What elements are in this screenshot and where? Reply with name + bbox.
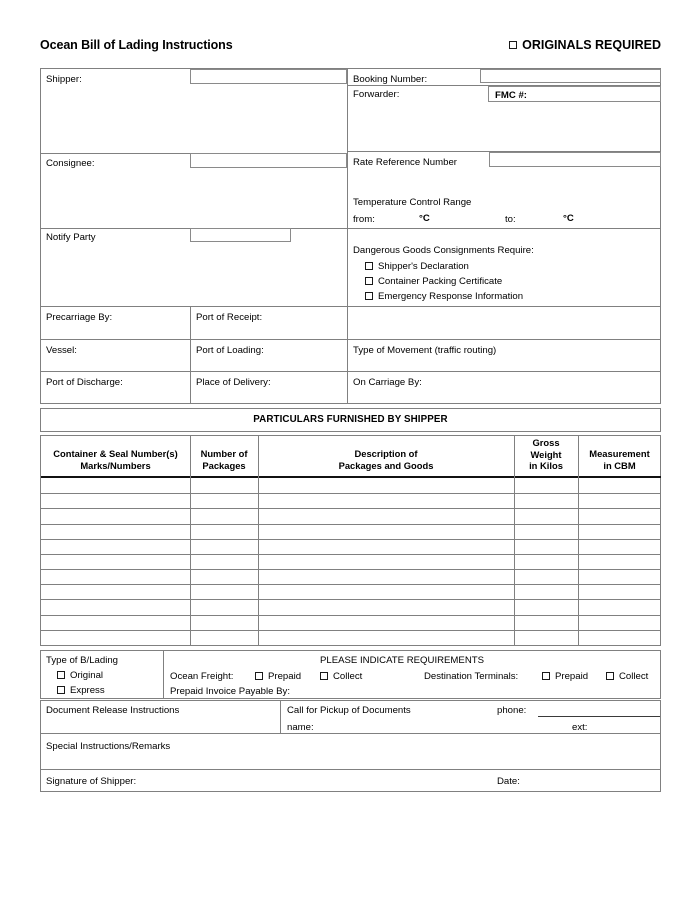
blading-option-original[interactable] bbox=[57, 670, 103, 681]
requirements-heading: PLEASE INDICATE REQUIREMENTS bbox=[320, 655, 485, 666]
option-label: Shipper's Declaration bbox=[378, 261, 469, 272]
table-row[interactable] bbox=[41, 584, 661, 599]
checkbox-express-icon[interactable] bbox=[57, 686, 65, 694]
column-header-gross-weight: Gross Weight in Kilos bbox=[529, 437, 563, 471]
page-title: Ocean Bill of Lading Instructions bbox=[40, 38, 233, 52]
checkbox-shippers-declaration-icon[interactable] bbox=[365, 262, 373, 270]
forwarder-label: Forwarder: bbox=[353, 89, 400, 100]
dangerous-goods-option-1[interactable] bbox=[365, 276, 502, 287]
name-label: name: bbox=[287, 722, 314, 733]
routing-divider-col-1 bbox=[190, 306, 191, 404]
shipper-input[interactable] bbox=[190, 69, 347, 84]
place-of-delivery-label: Place of Delivery: bbox=[196, 377, 271, 388]
table-row[interactable] bbox=[41, 539, 661, 554]
date-label: Date: bbox=[497, 776, 520, 787]
rate-reference-label: Rate Reference Number bbox=[353, 157, 457, 168]
temperature-dangerous-divider bbox=[347, 228, 661, 229]
port-of-receipt-label: Port of Receipt: bbox=[196, 312, 263, 323]
originals-required-label: ORIGINALS REQUIRED bbox=[522, 38, 661, 52]
ocean-freight-label: Ocean Freight: bbox=[170, 671, 234, 682]
special-instructions-label: Special Instructions/Remarks bbox=[46, 741, 171, 752]
type-of-movement-label: Type of Movement (traffic routing) bbox=[353, 345, 497, 356]
destination-terminals-collect[interactable] bbox=[606, 671, 648, 682]
option-label: Express bbox=[70, 685, 105, 696]
ocean-freight-collect[interactable] bbox=[320, 671, 362, 682]
particulars-banner: PARTICULARS FURNISHED BY SHIPPER bbox=[253, 414, 448, 425]
column-header-number-of-packages: Number of Packages bbox=[200, 448, 248, 471]
temp-from-label: from: bbox=[353, 214, 375, 225]
destination-terminals-prepaid[interactable] bbox=[542, 671, 588, 682]
table-row[interactable] bbox=[41, 493, 661, 508]
option-label: Collect bbox=[333, 671, 363, 682]
option-label: Collect bbox=[619, 671, 649, 682]
option-label: Prepaid bbox=[555, 671, 589, 682]
booking-number-input[interactable] bbox=[480, 69, 661, 83]
table-row[interactable] bbox=[41, 508, 661, 523]
option-label: Original bbox=[70, 670, 104, 681]
fmc-number-label: FMC #: bbox=[495, 90, 527, 101]
release-divider-2 bbox=[41, 769, 661, 770]
routing-divider-col-2 bbox=[347, 339, 348, 404]
call-for-pickup-label: Call for Pickup of Documents bbox=[287, 705, 411, 716]
table-row[interactable] bbox=[41, 554, 661, 569]
ocean-freight-prepaid[interactable] bbox=[255, 671, 301, 682]
temperature-control-label: Temperature Control Range bbox=[353, 197, 472, 208]
rate-reference-input[interactable] bbox=[489, 152, 661, 167]
checkbox-destination-collect-icon[interactable] bbox=[606, 672, 614, 680]
signature-of-shipper-label: Signature of Shipper: bbox=[46, 776, 137, 787]
release-divider-1 bbox=[41, 733, 661, 734]
port-of-discharge-label: Port of Discharge: bbox=[46, 377, 123, 388]
checkbox-destination-prepaid-icon[interactable] bbox=[542, 672, 550, 680]
checkbox-emergency-response-information-icon[interactable] bbox=[365, 292, 373, 300]
table-row[interactable] bbox=[41, 630, 661, 645]
notify-party-label: Notify Party bbox=[46, 232, 96, 243]
prepaid-invoice-label: Prepaid Invoice Payable By: bbox=[170, 686, 290, 697]
vessel-label: Vessel: bbox=[46, 345, 77, 356]
release-col-divider bbox=[280, 700, 281, 733]
on-carriage-by-label: On Carriage By: bbox=[353, 377, 422, 388]
notify-precarriage-divider bbox=[41, 306, 661, 307]
checkbox-container-packing-certificate-icon[interactable] bbox=[365, 277, 373, 285]
shipper-label: Shipper: bbox=[46, 74, 82, 85]
consignee-label: Consignee: bbox=[46, 158, 95, 169]
routing-divider-2 bbox=[41, 371, 661, 372]
table-row[interactable] bbox=[41, 478, 661, 493]
phone-label: phone: bbox=[497, 705, 527, 716]
requirements-col-divider bbox=[163, 650, 164, 699]
precarriage-by-label: Precarriage By: bbox=[46, 312, 113, 323]
temp-to-label: to: bbox=[505, 214, 516, 225]
ext-label: ext: bbox=[572, 722, 588, 733]
checkbox-originals-required-icon[interactable] bbox=[509, 41, 517, 49]
column-header-description: Description of Packages and Goods bbox=[338, 448, 434, 471]
option-label: Prepaid bbox=[268, 671, 302, 682]
checkbox-ocean-freight-collect-icon[interactable] bbox=[320, 672, 328, 680]
table-row[interactable] bbox=[41, 524, 661, 539]
dangerous-goods-option-0[interactable] bbox=[365, 261, 469, 272]
option-label: Emergency Response Information bbox=[378, 291, 524, 302]
checkbox-ocean-freight-prepaid-icon[interactable] bbox=[255, 672, 263, 680]
column-header-container-seal: Container & Seal Number(s) Marks/Numbers bbox=[53, 448, 178, 471]
table-row[interactable] bbox=[41, 615, 661, 630]
document-release-label: Document Release Instructions bbox=[46, 705, 180, 716]
phone-input[interactable] bbox=[538, 716, 660, 717]
temp-from-unit: °C bbox=[419, 213, 430, 224]
column-header-measurement: Measurement in CBM bbox=[589, 448, 650, 471]
document-header bbox=[40, 38, 661, 60]
blading-option-express[interactable] bbox=[57, 685, 105, 696]
destination-terminals-label: Destination Terminals: bbox=[424, 671, 519, 682]
table-row[interactable] bbox=[41, 599, 661, 614]
dangerous-goods-heading: Dangerous Goods Consignments Require: bbox=[353, 245, 534, 256]
dangerous-goods-option-2[interactable] bbox=[365, 291, 523, 302]
upper-form-frame bbox=[40, 68, 661, 404]
notify-party-input[interactable] bbox=[190, 228, 291, 242]
fmc-number-input[interactable] bbox=[488, 86, 661, 102]
booking-number-label: Booking Number: bbox=[353, 74, 428, 85]
routing-divider-1 bbox=[41, 339, 661, 340]
type-of-blading-label: Type of B/Lading bbox=[46, 655, 119, 666]
checkbox-original-icon[interactable] bbox=[57, 671, 65, 679]
port-of-loading-label: Port of Loading: bbox=[196, 345, 264, 356]
table-row[interactable] bbox=[41, 569, 661, 584]
option-label: Container Packing Certificate bbox=[378, 276, 503, 287]
temp-to-unit: °C bbox=[563, 213, 574, 224]
originals-required[interactable] bbox=[509, 38, 661, 52]
consignee-input[interactable] bbox=[190, 153, 347, 168]
